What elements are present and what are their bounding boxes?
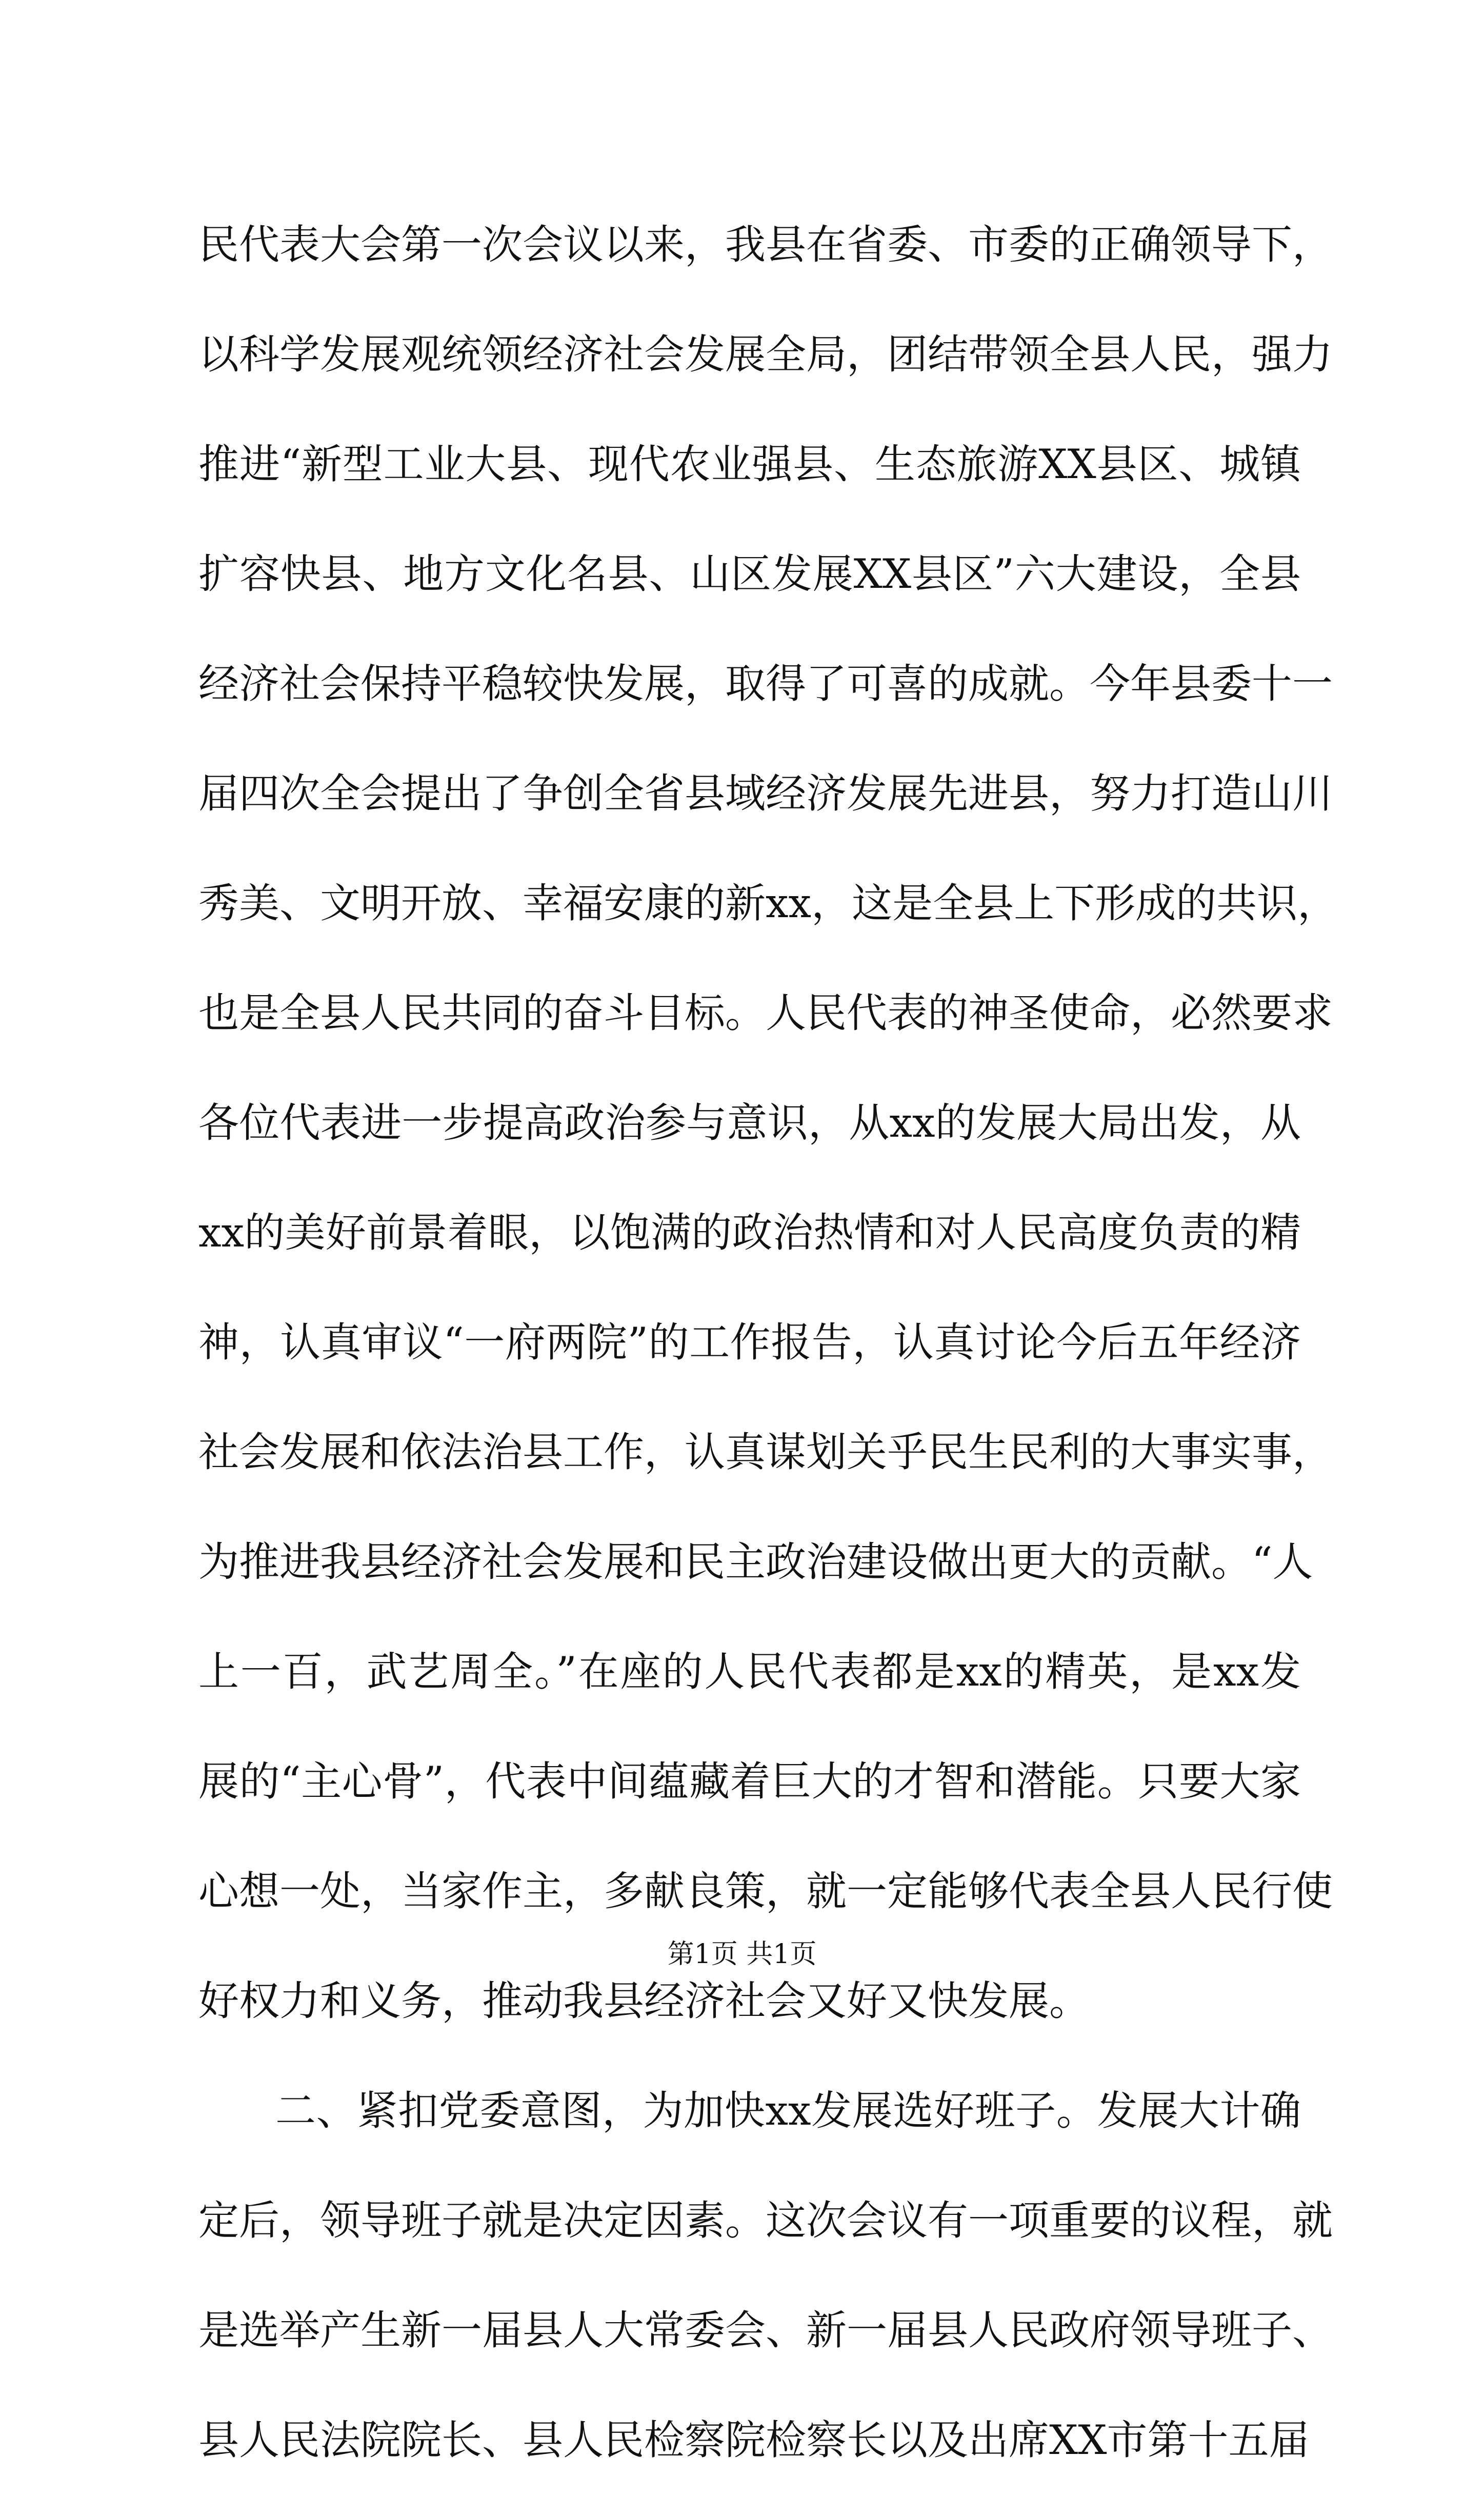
text-line-16: 心想一处，当家作主，多献良策，就一定能够代表全县人民行使 — [198, 1868, 1333, 1915]
text-line-3: 推进“新型工业大县、现代农业强县、生态旅游XX县区、城镇 — [198, 441, 1301, 488]
text-line-11: 神，认真审议“一府两院”的工作报告，认真讨论今后五年经济 — [198, 1319, 1301, 1366]
text-line-4: 扩容快县、地方文化名县、山区发展XX县区”六大建设，全县 — [198, 550, 1301, 598]
text-line-21: 县人民法院院长、县人民检察院检察长以及出席XX市第十五届 — [198, 2417, 1310, 2464]
text-line-9: 各位代表进一步提高政治参与意识，从xx的发展大局出发，从 — [198, 1099, 1301, 1146]
text-line-8: 也是全县人民共同的奋斗目标。人民代表的神圣使命，必然要求 — [198, 989, 1333, 1037]
text-line-17: 好权力和义务，推动我县经济社会又好又快发展。 — [198, 1977, 1090, 2025]
text-line-2: 以科学发展观统领经济社会发展全局，团结带领全县人民，强力 — [198, 331, 1333, 378]
page-footer — [0, 1934, 1484, 1975]
text-line-15: 展的“主心骨”，代表中间蕴藏着巨大的才智和潜能。只要大家 — [198, 1758, 1301, 1805]
text-line-5: 经济社会保持平稳较快发展，取得了可喜的成就。今年县委十一 — [198, 660, 1333, 707]
text-line-7: 秀美、文明开放、幸福安康的新xx，这是全县上下形成的共识， — [198, 880, 1338, 927]
text-line-10: xx的美好前景着眼，以饱满的政治热情和对人民高度负责的精 — [198, 1209, 1301, 1256]
text-line-18: 二、紧扣党委意图，为加快xx发展选好班子。发展大计确 — [275, 2087, 1301, 2134]
text-line-19: 定后，领导班子就是决定因素。这次会议有一项重要的议程，就 — [198, 2197, 1333, 2244]
document-body — [198, 190, 1338, 2495]
text-line-13: 为推进我县经济社会发展和民主政治建设做出更大的贡献。“人 — [198, 1538, 1313, 1586]
text-line-20: 是选举产生新一届县人大常委会、新一届县人民政府领导班子、 — [198, 2307, 1333, 2354]
page-number-label: 第1页 共1页 — [667, 1939, 817, 1970]
text-line-1: 民代表大会第一次会议以来，我县在省委、市委的正确领导下， — [198, 221, 1333, 268]
text-line-6: 届四次全会提出了争创全省县域经济发展先进县，努力打造山川 — [198, 770, 1333, 817]
text-line-12: 社会发展和依法治县工作，认真谋划关乎民生民利的大事实事， — [198, 1429, 1333, 1476]
text-line-14: 上一百，武艺周全。”在座的人民代表都是xx的精英，是xx发 — [198, 1648, 1301, 1695]
